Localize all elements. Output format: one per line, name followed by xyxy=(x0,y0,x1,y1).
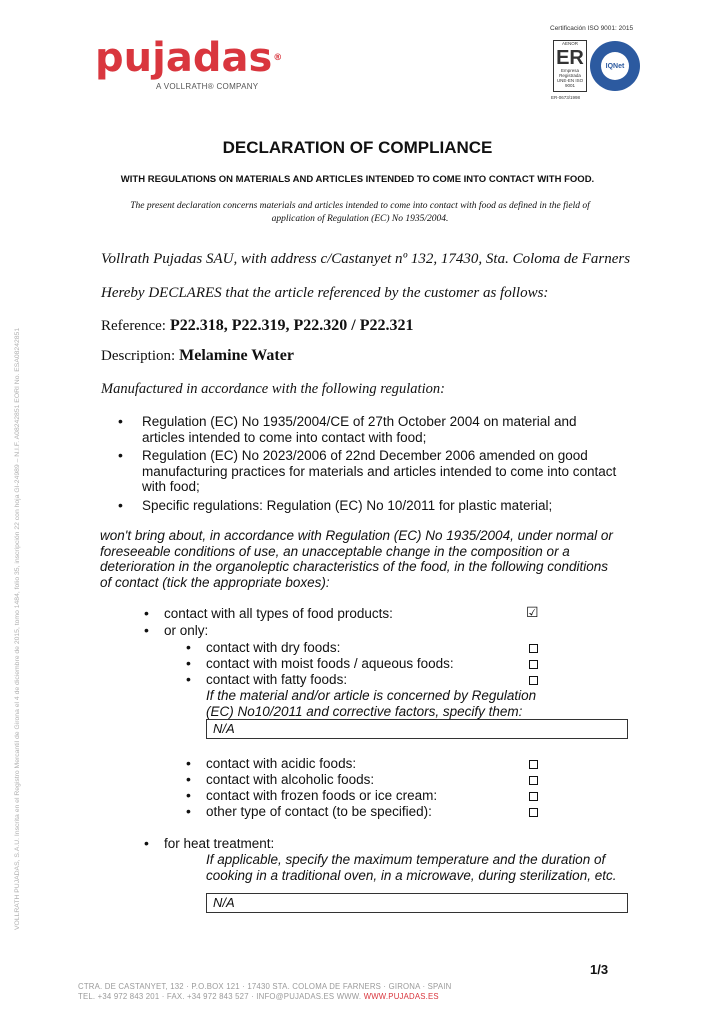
iqnet-certification-badge xyxy=(590,41,640,91)
bullet-icon: • xyxy=(186,803,191,819)
list-item: • Specific regulations: Regulation (EC) No 10/2011 for plastic material; xyxy=(112,498,617,514)
contact-moist-label: contact with moist foods / aqueous foods: xyxy=(206,656,454,671)
contact-dry-label: contact with dry foods: xyxy=(206,640,341,655)
reference-label: Reference: xyxy=(101,318,166,334)
company-logo xyxy=(95,35,283,81)
document-subtitle: WITH REGULATIONS ON MATERIALS AND ARTICLES INTENDED TO COME INTO CONTACT WITH FOOD. xyxy=(120,174,595,185)
contact-other-label: other type of contact (to be specified): xyxy=(206,804,432,819)
aenor-top-label: AENOR xyxy=(561,41,578,46)
bullet-icon: • xyxy=(186,787,191,803)
corrective-factors-field[interactable]: N/A xyxy=(206,719,628,739)
document-title: DECLARATION OF COMPLIANCE xyxy=(222,138,493,157)
registry-sidebar-text: VOLLRATH PUJADAS, S.A.U. Inscrita en el Registro Mercantil de Girona el 4 de diciembre de 2015, tomo 1484, folio 35, inscripción 22 con hoja GI-24989 – N.I.F. A08242851 EORI No. ESA08242851 xyxy=(14,327,21,930)
contact-fatty-label: contact with fatty foods: xyxy=(206,672,348,687)
other-contact-checkbox[interactable] xyxy=(529,808,538,817)
contact-acidic-label: contact with acidic foods: xyxy=(206,756,357,771)
frozen-foods-checkbox[interactable] xyxy=(529,792,538,801)
bullet-icon: • xyxy=(144,835,149,851)
list-item: • Regulation (EC) No 2023/2006 of 22nd December 2006 amended on good manufacturing practices for materials and articles intended to come into contact with food; xyxy=(112,448,617,495)
footer-contact-text: TEL. +34 972 843 201 · FAX. +34 972 843 527 · INFO@PUJADAS.ES WWW. xyxy=(78,992,362,1001)
fatty-foods-checkbox[interactable] xyxy=(529,676,538,685)
certification-title: Certificación ISO 9001: 2015 xyxy=(550,25,634,32)
description-label: Description: xyxy=(101,348,176,364)
aenor-caption: Empresa Registrada xyxy=(559,68,581,78)
or-only-label: or only: xyxy=(164,623,209,638)
aenor-certification-badge xyxy=(553,40,587,92)
heat-treatment-label: for heat treatment: xyxy=(164,836,275,851)
description-value: Melamine Water xyxy=(179,347,294,364)
contact-frozen-label: contact with frozen foods or ice cream: xyxy=(206,788,438,803)
heat-treatment-note: If applicable, specify the maximum temperature and the duration of cooking in a traditional oven, in a microwave, during sterilization, etc. xyxy=(206,852,617,883)
manufactured-heading: Manufactured in accordance with the following regulation: xyxy=(101,381,445,397)
list-item: • Regulation (EC) No 1935/2004/CE of 27th October 2004 on material and articles intended to come into contact with food; xyxy=(112,414,617,445)
bullet-icon: • xyxy=(186,655,191,671)
acidic-foods-checkbox[interactable] xyxy=(529,760,538,769)
reference-row xyxy=(101,317,414,335)
heat-treatment-field[interactable]: N/A xyxy=(206,893,628,913)
logo-subtitle: A VOLLRATH® COMPANY xyxy=(156,82,259,91)
footer-contact xyxy=(78,992,439,1001)
moist-foods-checkbox[interactable] xyxy=(529,660,538,669)
aenor-standard: UNE-EN ISO 9001 xyxy=(556,78,584,88)
company-address-line: Vollrath Pujadas SAU, with address c/Castanyet nº 132, 17430, Sta. Coloma de Farners xyxy=(101,251,631,267)
bullet-icon: • xyxy=(144,622,149,638)
aenor-mark: ER xyxy=(556,47,584,69)
bullet-icon: • xyxy=(144,605,149,621)
bullet-icon: • xyxy=(186,671,191,687)
intro-paragraph: The present declaration concerns materials and articles intended to come into contact with food as defined in the field of application of Regulation (EC) No 1935/2004. xyxy=(130,201,590,224)
page-number: 1/3 xyxy=(590,962,609,977)
bullet-icon: • xyxy=(186,639,191,655)
checked-checkbox-icon[interactable]: ☑ xyxy=(526,604,539,620)
contact-all-types-label: contact with all types of food products: xyxy=(164,606,393,621)
footer-website-link[interactable]: WWW.PUJADAS.ES xyxy=(363,992,439,1001)
regulations-list xyxy=(112,414,617,516)
fatty-foods-note: If the material and/or article is concerned by Regulation (EC) No10/2011 and corrective factors, specify them: xyxy=(206,688,537,719)
description-row xyxy=(101,347,294,365)
bullet-icon: • xyxy=(186,771,191,787)
reference-value: P22.318, P22.319, P22.320 / P22.321 xyxy=(169,317,414,334)
dry-foods-checkbox[interactable] xyxy=(529,644,538,653)
contact-alcoholic-label: contact with alcoholic foods: xyxy=(206,772,375,787)
certification-code: ER-0673/1998 xyxy=(551,95,581,100)
footer-address: CTRA. DE CASTANYET, 132 · P.O.BOX 121 · 17430 STA. COLOMA DE FARNERS · GIRONA · SPAIN xyxy=(78,982,452,991)
iqnet-label: IQNet xyxy=(601,52,629,80)
bullet-icon: • xyxy=(186,755,191,771)
logo-registered-mark: ® xyxy=(273,53,283,63)
logo-text: pujadas xyxy=(95,35,273,81)
alcoholic-foods-checkbox[interactable] xyxy=(529,776,538,785)
conditions-paragraph: won't bring about, in accordance with Regulation (EC) No 1935/2004, under normal or foreseeable conditions of use, an unacceptable change in the composition or a deterioration in the organoleptic characteristics of the food, in the following conditions of contact (tick the appropriate boxes): xyxy=(100,528,613,590)
declares-line: Hereby DECLARES that the article referenced by the customer as follows: xyxy=(101,285,549,301)
